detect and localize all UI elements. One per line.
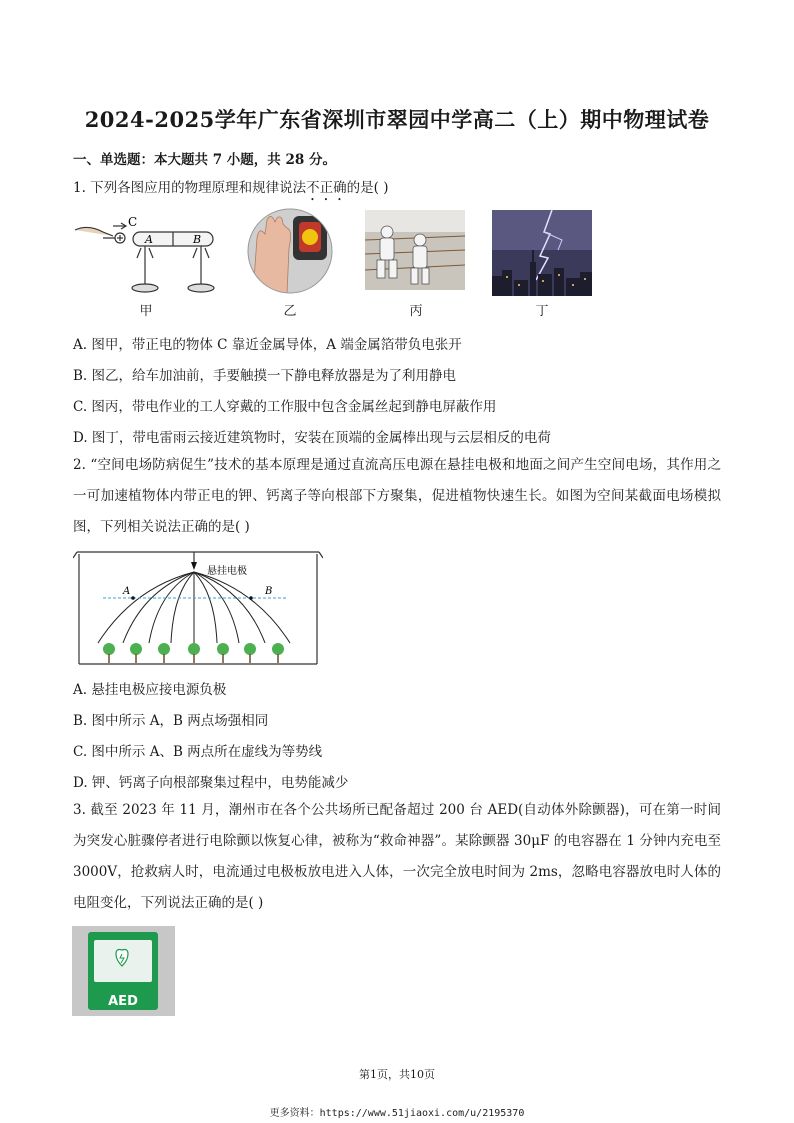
- page-title: 2024-2025学年广东省深圳市翠园中学高二（上）期中物理试卷: [84, 107, 710, 132]
- caption-jia: 甲: [139, 304, 153, 319]
- q1-stem: [73, 176, 389, 204]
- q1-option-a: A. 图甲，带正电的物体 C 靠近金属导体，A 端金属箔带负电张开: [73, 337, 462, 353]
- q2-stem: 2. “空间电场防病促生”技术的基本原理是通过直流高压电源在悬挂电极和地面之间产生空间电场，其作用之一可加速植物体内带正电的钾、钙离子等向根部下方聚集，促进植物快速生长。如图为空间某截面电场模拟图，下列相关说法正确的是( ): [73, 457, 721, 535]
- figure-ding-lightning: [492, 210, 592, 296]
- point-a-label: A: [123, 586, 131, 597]
- fig-label-b: B: [193, 233, 202, 246]
- q1-stem-emphasis: 不正确: [306, 180, 347, 196]
- q2-option-b: B. 图中所示 A，B 两点场强相同: [73, 713, 269, 729]
- q1-stem-a: 1. 下列各图应用的物理原理和规律说法: [73, 180, 307, 196]
- figure-bing-workers: [365, 210, 465, 290]
- electrode-label: 悬挂电极: [207, 566, 247, 577]
- q2-option-a: A. 悬挂电极应接电源负极: [73, 682, 227, 698]
- section-heading: 一、单选题：本大题共 7 小题，共 28 分。: [73, 152, 336, 168]
- q2-option-d: D. 钾、钙离子向根部聚集过程中，电势能减少: [73, 775, 349, 791]
- q1-option-c: C. 图丙，带电作业的工人穿戴的工作服中包含金属丝起到静电屏蔽作用: [73, 399, 497, 415]
- page-footer: 第1页，共10页: [359, 1068, 435, 1081]
- aed-label: AED: [108, 994, 138, 1009]
- source-link[interactable]: 更多资料：https://www.51jiaoxi.com/u/2195370: [269, 1108, 525, 1119]
- figure-aed-box: [72, 926, 175, 1016]
- q1-option-b: B. 图乙，给车加油前，手要触摸一下静电释放器是为了利用静电: [73, 368, 457, 384]
- q1-option-d: D. 图丁，带电雷雨云接近建筑物时，安装在顶端的金属棒出现与云层相反的电荷: [73, 430, 551, 446]
- q1-stem-b: 的是( ): [346, 180, 389, 196]
- fig-label-a: A: [145, 233, 153, 246]
- q2-option-c: C. 图中所示 A、B 两点所在虚线为等势线: [73, 744, 323, 760]
- caption-bing: 丙: [409, 304, 423, 319]
- q3-stem: 3. 截至 2023 年 11 月，潮州市在各个公共场所已配备超过 200 台 AED(自动体外除颤器)，可在第一时间为突发心脏骤停者进行电除颤以恢复心律，被称为“救命神器”。某除颤器 30μF 的电容器在 1 分钟内充电至 3000V，抢救病人时，电流通过电极板放电进入人体，一次完全放电时间为 2ms，忽略电容器放电时人体的电阻变化，下列说法正确的是( ): [73, 802, 721, 911]
- figure-field-diagram: [73, 548, 323, 666]
- fig-label-c: C: [128, 215, 138, 229]
- figure-jia-conductor: [73, 212, 223, 302]
- caption-yi: 乙: [283, 304, 297, 319]
- caption-ding: 丁: [535, 304, 549, 319]
- point-b-label: B: [265, 586, 273, 597]
- figure-yi-hand: [247, 208, 333, 294]
